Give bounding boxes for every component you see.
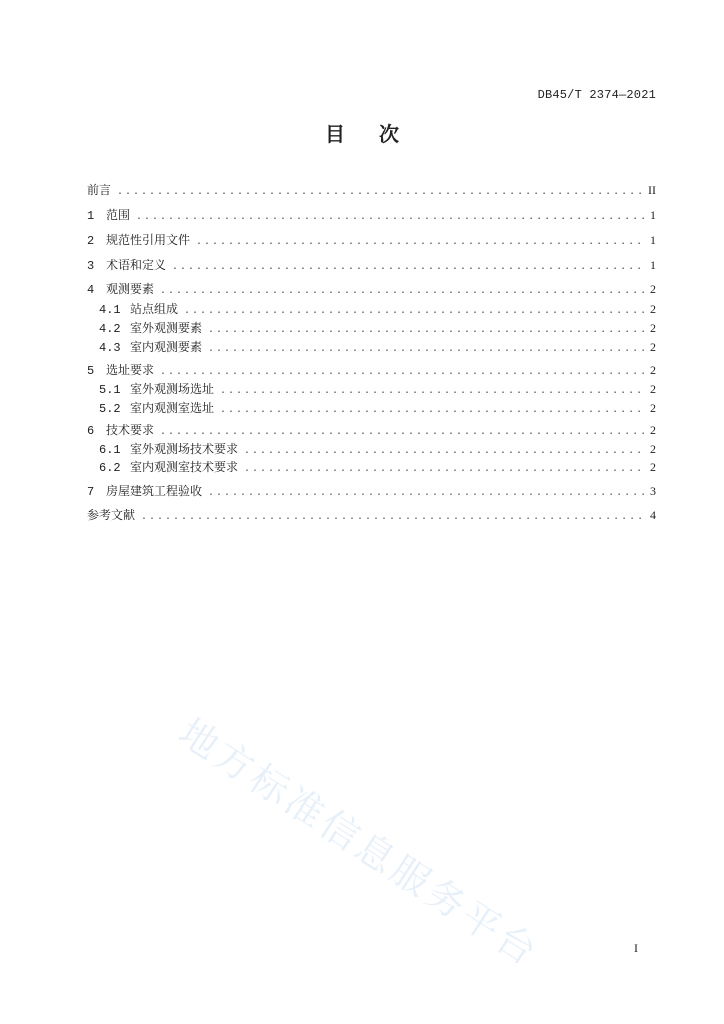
toc-entry-4-1[interactable]: [87, 300, 656, 318]
toc-leader-dots: [208, 485, 644, 503]
page-title: [0, 118, 724, 147]
toc-page: 2: [650, 282, 656, 296]
title-char-2: 次: [379, 122, 399, 146]
toc-page: 2: [650, 363, 656, 377]
toc-number: 3: [87, 259, 95, 273]
toc-number: 5.2: [99, 402, 121, 416]
toc-number: 4.3: [99, 341, 121, 355]
toc-page: 2: [650, 442, 656, 456]
toc-label: 术语和定义: [106, 258, 167, 272]
toc-page: 2: [650, 382, 656, 396]
toc-entry-6[interactable]: [87, 421, 656, 439]
toc-number: 4.1: [99, 303, 121, 317]
document-code: DB45/T 2374—2021: [537, 88, 656, 102]
toc-leader-dots: [136, 209, 644, 227]
toc-entry-2[interactable]: [87, 231, 656, 249]
toc-leader-dots: [141, 509, 644, 527]
page-number: I: [634, 941, 638, 955]
title-char-1: 目: [325, 122, 345, 146]
toc-page: 2: [650, 460, 656, 474]
toc-label: 参考文献: [87, 508, 136, 522]
toc-label: 前言: [87, 183, 112, 197]
toc-label: 室内观测室选址: [130, 401, 215, 415]
toc-number: 2: [87, 234, 95, 248]
toc-entry-foreword[interactable]: [87, 181, 656, 199]
toc-label: 室外观测场技术要求: [130, 442, 239, 456]
toc-leader-dots: [117, 184, 642, 202]
toc-entry-6-2[interactable]: [87, 458, 656, 476]
toc-number: 5.1: [99, 383, 121, 397]
toc-page: 2: [650, 423, 656, 437]
toc-page: II: [648, 183, 656, 197]
toc-entry-3[interactable]: [87, 256, 656, 274]
toc-entry-5[interactable]: [87, 361, 656, 379]
toc-label: 房屋建筑工程验收: [106, 484, 203, 498]
toc-number: 7: [87, 485, 95, 499]
toc-leader-dots: [244, 461, 644, 479]
toc-label: 技术要求: [106, 423, 155, 437]
toc-page: 1: [650, 233, 656, 247]
toc-leader-dots: [172, 259, 644, 277]
toc-number: 6.2: [99, 461, 121, 475]
toc-entry-6-1[interactable]: [87, 440, 656, 458]
toc-label: 范围: [106, 208, 131, 222]
toc-label: 室外观测要素: [130, 321, 203, 335]
toc-number: 6.1: [99, 443, 121, 457]
toc-number: 4.2: [99, 322, 121, 336]
toc-leader-dots: [196, 234, 644, 252]
toc-page: 2: [650, 321, 656, 335]
toc-entry-4-3[interactable]: [87, 338, 656, 356]
toc-number: 1: [87, 209, 95, 223]
toc-page: 2: [650, 302, 656, 316]
toc-entry-4-2[interactable]: [87, 319, 656, 337]
toc-entry-4[interactable]: [87, 280, 656, 298]
toc-number: 5: [87, 364, 95, 378]
toc-label: 选址要求: [106, 363, 155, 377]
toc-page: 3: [650, 484, 656, 498]
toc-entry-7[interactable]: [87, 482, 656, 500]
toc-leader-dots: [220, 402, 644, 420]
toc-label: 观测要素: [106, 282, 155, 296]
toc-entry-1[interactable]: [87, 206, 656, 224]
toc-page: 1: [650, 208, 656, 222]
toc-page: 2: [650, 340, 656, 354]
toc-leader-dots: [208, 341, 644, 359]
toc-page: 2: [650, 401, 656, 415]
toc-page: 4: [650, 508, 656, 522]
toc-entry-bibliography[interactable]: [87, 506, 656, 524]
toc-leader-dots: [160, 283, 644, 301]
toc-label: 室外观测场选址: [130, 382, 215, 396]
toc-label: 室内观测要素: [130, 340, 203, 354]
toc-label: 规范性引用文件: [106, 233, 191, 247]
toc-number: 4: [87, 283, 95, 297]
watermark-text: 地方标准信息服务平台: [171, 709, 548, 976]
toc-number: 6: [87, 424, 95, 438]
toc-label: 站点组成: [130, 302, 179, 316]
toc-label: 室内观测室技术要求: [130, 460, 239, 474]
toc-entry-5-1[interactable]: [87, 380, 656, 398]
toc-page: 1: [650, 258, 656, 272]
toc-entry-5-2[interactable]: [87, 399, 656, 417]
